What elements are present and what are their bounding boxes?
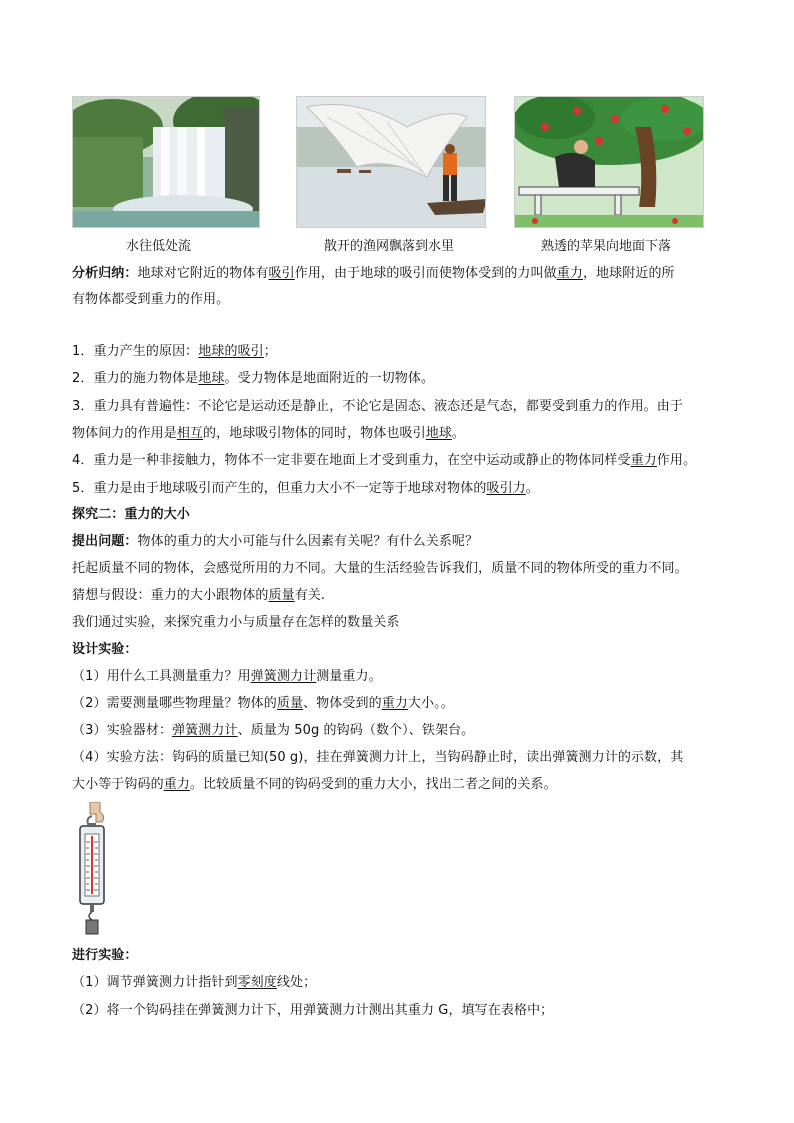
experience-line: 托起质量不同的物体，会感觉所用的力不同。大量的生活经验告诉我们，质量不同的物体所受的重力不同。 xyxy=(72,561,688,576)
caption-fishing-net: 散开的渔网飘落到水里 xyxy=(324,239,455,254)
point-2: 2．重力的施力物体是地球。受力物体是地面附近的一切物体。 xyxy=(72,371,435,386)
blank-answer: 弹簧测力计 xyxy=(172,723,238,738)
analysis-label: 分析归纳： xyxy=(72,266,138,281)
blank-answer: 地球 xyxy=(198,371,225,386)
design-label: 设计实验： xyxy=(72,642,138,657)
blank-answer: 吸引力 xyxy=(486,481,526,496)
blank-answer: 重力 xyxy=(381,696,408,711)
caption-waterfall: 水往低处流 xyxy=(126,239,192,254)
blank-answer: 重力 xyxy=(163,777,190,792)
conduct-item-1: （1）调节弹簧测力计指针到零刻度线处； xyxy=(72,975,317,990)
blank-answer: 弹簧测力计 xyxy=(250,669,317,684)
point-3-line-1: 3．重力具有普遍性：不论它是运动还是静止，不论它是固态、液态还是气态，都要受到重力的作用。由于 xyxy=(72,399,683,414)
conduct-label: 进行实验： xyxy=(72,948,138,963)
point-3-line-2: 物体间力的作用是相互的，地球吸引物体的同时，物体也吸引地球。 xyxy=(72,426,466,441)
blank-answer: 质量 xyxy=(268,588,295,603)
blank-answer: 地球 xyxy=(425,426,452,441)
spring-scale-image xyxy=(72,802,112,936)
design-item-4-line-1: （4）实验方法：钩码的质量已知(50 g)，挂在弹簧测力计上，当钩码静止时，读出弹簧测力计的示数，其 xyxy=(72,750,684,765)
analysis-line-2: 有物体都受到重力的作用。 xyxy=(72,292,230,307)
question-line: 提出问题：物体的重力的大小可能与什么因素有关呢？有什么关系呢？ xyxy=(72,534,479,549)
experiment-intro-line: 我们通过实验，来探究重力小与质量存在怎样的数量关系 xyxy=(72,615,400,630)
conduct-item-2: （2）将一个钩码挂在弹簧测力计下，用弹簧测力计测出其重力 G，填写在表格中； xyxy=(72,1003,554,1018)
apple-tree-image xyxy=(514,96,704,228)
waterfall-image xyxy=(72,96,260,228)
caption-apple: 熟透的苹果向地面下落 xyxy=(541,239,672,254)
blank-answer: 重力 xyxy=(556,266,583,281)
blank-answer: 质量 xyxy=(276,696,304,711)
design-item-1: （1）用什么工具测量重力？用弹簧测力计测量重力。 xyxy=(72,669,382,684)
design-item-4-line-2: 大小等于钩码的重力。比较质量不同的钩码受到的重力大小，找出二者之间的关系。 xyxy=(72,777,557,792)
blank-answer: 零刻度 xyxy=(237,975,277,990)
fishing-net-image xyxy=(296,96,486,228)
blank-answer: 重力 xyxy=(630,453,657,468)
design-item-2: （2）需要测量哪些物理量？物体的质量、物体受到的重力大小。。 xyxy=(72,696,454,711)
blank-answer: 地球的吸引 xyxy=(198,344,264,359)
blank-answer: 相互 xyxy=(176,426,204,441)
point-4: 4．重力是一种非接触力，物体不一定非要在地面上才受到重力，在空中运动或静止的物体同样受重力作用。 xyxy=(72,453,697,468)
point-1: 1．重力产生的原因：地球的吸引； xyxy=(72,344,277,359)
analysis-line-1: 分析归纳：地球对它附近的物体有吸引作用，由于地球的吸引而使物体受到的力叫做重力，地球附近的所 xyxy=(72,266,675,281)
question-label: 提出问题： xyxy=(72,534,138,549)
blank-answer: 吸引 xyxy=(268,266,295,281)
hypothesis-line: 猜想与假设：重力的大小跟物体的质量有关. xyxy=(72,588,326,603)
section-heading: 探究二：重力的大小 xyxy=(72,507,190,522)
design-item-3: （3）实验器材：弹簧测力计、质量为 50g 的钩码（数个）、铁架台。 xyxy=(72,723,475,738)
point-5: 5．重力是由于地球吸引而产生的，但重力大小不一定等于地球对物体的吸引力。 xyxy=(72,481,539,496)
